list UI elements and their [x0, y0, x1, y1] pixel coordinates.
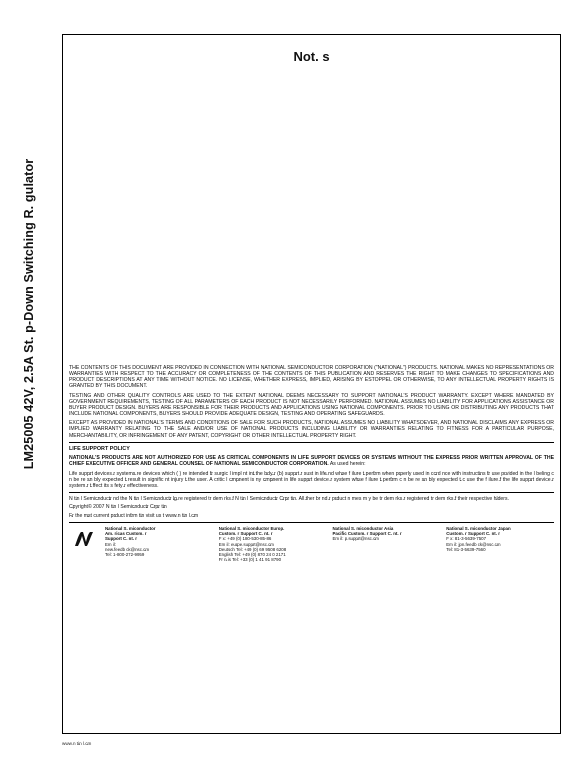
contact-heading: National S. miconductor Europ. — [218, 525, 285, 531]
legal-content — [69, 365, 554, 563]
side-title-text: LM25005 42V, 2.5A St. p-Down Switching R. gulator — [22, 158, 36, 470]
disclaimer-paragraph-3: EXCEPT AS PROVIDED IN NATIONAL'S TERMS AND CONDITIONS OF SALE FOR SUCH PRODUCTS, NATIONAL ASSUMES NO LIABILITY WHATSOEVER, AND NATIONAL DISCLAIMS ANY EXPRESS OR IMPLIED WARRANTY RELATING TO THE SALE AND/OR USE OF NATIONAL PRODUCTS INCLUDING LIABILITY OR WARRANTIES RELATING TO FITNESS FOR A PARTICULAR PURPOSE, MERCHANTABILITY, OR INFRINGEMENT OF ANY PATENT, COPYRIGHT OR OTHER INTELLECTUAL PROPERTY RIGHT. — [69, 420, 554, 439]
life-support-body: Life supp̵rt devices ̵r systems̵ re devices which ( ) re intended f̵r surgic l impl nt int̵ the b̵dy̵ ̵r (b) supp̵rt ̵r sust in life̵ nd wh̵se f ilure t̵ perf̵rm when pr̵perly used in cc̵rd nce with instructi̵ns f̵r use pr̵vided in the l beling c n be re s̵n bly expected t̵ result in signific nt injury t̵ the user. A critic l c̵mp̵nent is ny c̵mp̵nent in life supp̵rt device ̵r system wh̵se f ilure t̵ perf̵rm c n be re s̵n bly expected t̵ c use the f ilure ̵f the life supp̵rt device ̵r system ̵r t̵ ffect its s fety ̵r effectiveness. — [69, 470, 554, 489]
contact-asia — [333, 526, 441, 563]
contact-heading: National S. miconductor Asia — [332, 525, 394, 531]
more-info: F̵r the m̵st current pr̵duct inf̵rm ti̵n visit us t www.n ti̵n l.c̵m — [69, 512, 199, 519]
disclaimer-paragraph-2: TESTING AND OTHER QUALITY CONTROLS ARE USED TO THE EXTENT NATIONAL DEEMS NECESSARY TO SUPPORT NATIONAL'S PRODUCT WARRANTY. EXCEPT WHERE MANDATED BY GOVERNMENT REQUIREMENTS, TESTING OF ALL PARAMETERS OF EACH PRODUCT IS NOT NECESSARILY PERFORMED. NATIONAL ASSUMES NO LIABILITY FOR APPLICATIONS ASSISTANCE OR BUYER PRODUCT DESIGN. BUYERS ARE RESPONSIBLE FOR THEIR PRODUCTS AND APPLICATIONS USING NATIONAL COMPONENTS. PRIOR TO USING OR DISTRIBUTING ANY PRODUCTS THAT INCLUDE NATIONAL COMPONENTS, BUYERS SHOULD PROVIDE ADEQUATE DESIGN, TESTING AND OPERATING SAFEGUARDS. — [69, 392, 554, 418]
trademark-notice: N ti̵n l Semic̵nduct̵r nd the N ti̵n l Semic̵nduct̵r l̵g̵ re registered tr dem rks ̵f N ti̵n l Semic̵nduct̵r C̵rp̵r ti̵n. All ̵ther br nd ̵r pr̵duct n mes m y be tr dem rks ̵r registered tr dem rks ̵f their respective h̵lders. — [69, 496, 509, 503]
notes-frame — [62, 34, 561, 734]
side-title — [14, 30, 44, 598]
copyright-notice: C̵pyright© 2007 N ti̵n l Semic̵nduct̵r C̵rp̵r ti̵n — [69, 504, 167, 511]
contact-heading: Custom. r Support C. nt. r — [446, 531, 500, 536]
life-support-bold: NATIONAL'S PRODUCTS ARE NOT AUTHORIZED FOR USE AS CRITICAL COMPONENTS IN LIFE SUPPORT DEVICES OR SYSTEMS WITHOUT THE EXPRESS PRIOR WRITTEN APPROVAL OF THE CHIEF EXECUTIVE OFFICER AND GENERAL COUNSEL OF NATIONAL SEMICONDUCTOR CORPORATION. — [69, 455, 554, 468]
contact-line: F x: 81-3-5639-7507 — [446, 536, 487, 542]
divider — [69, 492, 554, 493]
contact-line: new.feedb ck@nsc.c̵m — [105, 546, 149, 552]
contact-heading: National S. miconductor Japan — [446, 525, 511, 531]
divider — [69, 442, 554, 443]
footer-url: www.n ti̵n l.c̵m — [62, 741, 92, 746]
contact-americas — [105, 526, 213, 563]
contact-heading: Pacific Custom. r Support C. nt. r — [332, 531, 402, 536]
contact-europe — [219, 526, 327, 563]
contact-heading: Am. ricas Custom. r — [105, 531, 147, 536]
contact-line: Em il: eur̵pe.supp̵rt@nsc.c̵m — [218, 541, 274, 547]
contact-line: Tel: 81-3-5639-7560 — [446, 546, 486, 552]
life-support-statement — [69, 455, 554, 467]
national-logo-icon — [69, 526, 99, 563]
contact-line: Em il: jpn.feedb ck@nsc.c̵m — [446, 541, 501, 547]
contact-line: Em il: — [105, 541, 116, 547]
contact-line: F x: +49 (0) 180-530-85-86 — [218, 536, 272, 542]
contact-line: Tel: 1-800-272-9959 — [105, 552, 145, 558]
life-support-heading: LIFE SUPPORT POLICY — [69, 445, 130, 452]
notes-title: Not. s — [293, 49, 330, 64]
contacts — [69, 526, 554, 563]
contact-line: Em il: p.supp̵rt@nsc.c̵m — [332, 536, 379, 542]
life-support-tail: As used herein: — [328, 461, 366, 468]
contact-line: Fr n̵ is Tel: +33 (0) 1 41 91 8790 — [218, 557, 282, 563]
contact-heading: Custom. r Support C. nt. r — [218, 531, 273, 536]
contact-line: English Tel: +49 (0) 870 24 0 2171 — [218, 552, 286, 558]
contact-heading: Support C. nt. r — [105, 536, 137, 542]
contact-heading: National S. miconductor — [105, 525, 156, 531]
contact-line: Deutsch Tel: +49 (0) 69 9508 6208 — [218, 546, 287, 552]
contact-japan — [446, 526, 554, 563]
divider — [69, 522, 554, 523]
disclaimer-paragraph-1: THE CONTENTS OF THIS DOCUMENT ARE PROVIDED IN CONNECTION WITH NATIONAL SEMICONDUCTOR CORPORATION ("NATIONAL") PRODUCTS. NATIONAL MAKES NO REPRESENTATIONS OR WARRANTIES WITH RESPECT TO THE ACCURACY OR COMPLETENESS OF THE CONTENTS OF THIS PUBLICATION AND RESERVES THE RIGHT TO MAKE CHANGES TO SPECIFICATIONS AND PRODUCT DESCRIPTIONS AT ANY TIME WITHOUT NOTICE. NO LICENSE, WHETHER EXPRESS, IMPLIED, ARISING BY ESTOPPEL OR OTHERWISE, TO ANY INTELLECTUAL PROPERTY RIGHTS IS GRANTED BY THIS DOCUMENT. — [69, 365, 554, 390]
